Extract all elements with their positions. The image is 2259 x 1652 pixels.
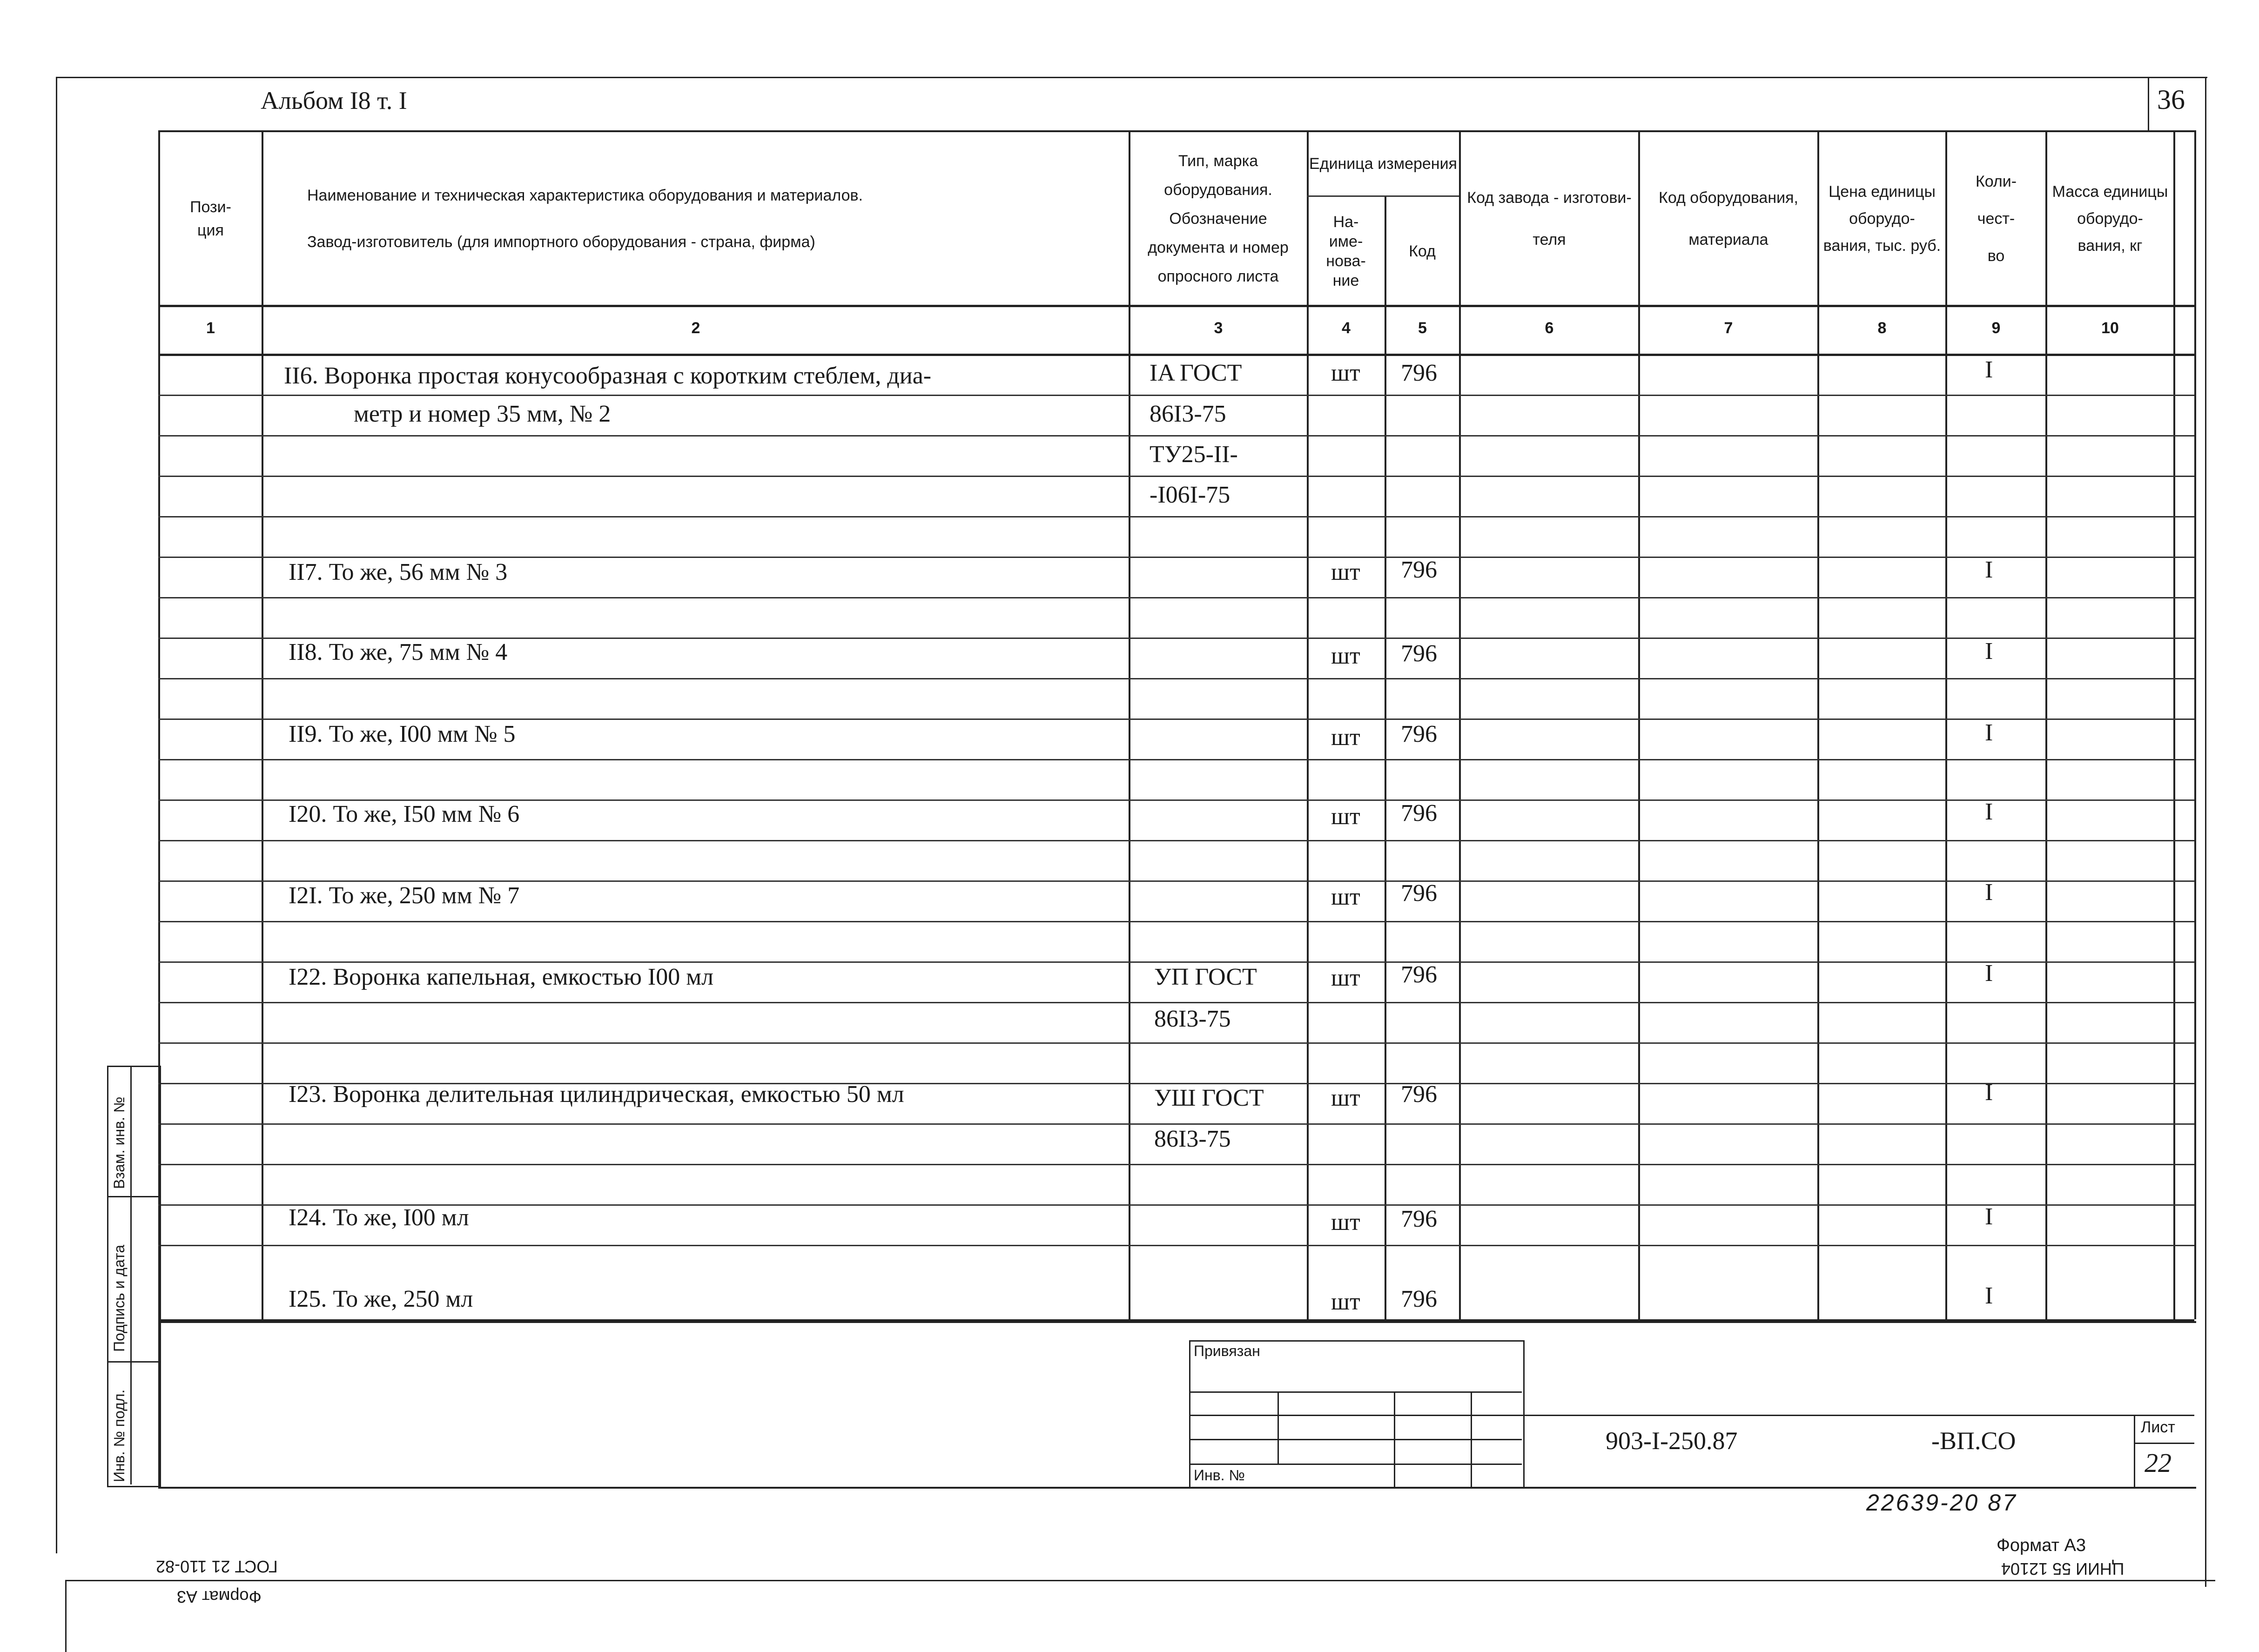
privyazan-vline — [1394, 1391, 1395, 1487]
album-title: Альбом I8 т. I — [261, 87, 407, 114]
table-row-qty: I — [1985, 356, 1993, 383]
table-row-type: 86I3-75 — [1154, 1006, 1231, 1032]
inv-no-label: Инв. № — [1194, 1467, 1245, 1484]
privyazan-label: Привязан — [1194, 1343, 1260, 1359]
table-row-code: 796 — [1401, 557, 1437, 583]
table-row-code: 796 — [1401, 1081, 1437, 1108]
table-row-qty: I — [1985, 638, 1993, 665]
table-row-name: I2I. То же, 250 мм № 7 — [289, 882, 520, 909]
row-line — [158, 1002, 2194, 1003]
privyazan-vline — [1277, 1391, 1279, 1464]
col-number: 10 — [2101, 319, 2119, 337]
table-row-unit: шт — [1331, 643, 1360, 669]
row-line — [158, 840, 2194, 841]
title-block-border — [158, 1319, 2196, 1489]
col-header-unit-code: Код — [1409, 242, 1436, 260]
order-number: 22639-20 87 — [1866, 1490, 2017, 1516]
privyazan-block — [1189, 1340, 1525, 1488]
table-row-qty: I — [1985, 1203, 1993, 1230]
sheet-box-mid — [2134, 1443, 2194, 1444]
col-line-4 — [1385, 195, 1386, 1319]
side-stamp-divider-h — [107, 1361, 158, 1363]
col-header-factory-code: Код завода - изготови- теля — [1467, 189, 1632, 248]
table-row-qty: I — [1985, 879, 1993, 906]
side-label-vzam: Взам. инв. № — [111, 1096, 128, 1189]
privyazan-vline — [1471, 1391, 1472, 1487]
doc-code: 903-I-250.87 — [1606, 1427, 1738, 1455]
table-row-type: IA ГОСТ — [1150, 360, 1242, 386]
side-label-podpis: Подпись и дата — [111, 1244, 128, 1352]
col-header-equipment-code: Код оборудования, материала — [1659, 189, 1798, 248]
table-row-unit: шт — [1331, 803, 1360, 830]
table-row-unit: шт — [1331, 1289, 1360, 1315]
row-line — [158, 1245, 2194, 1246]
table-row-unit: шт — [1331, 1209, 1360, 1236]
table-row-code: 796 — [1401, 640, 1437, 667]
table-row-name: I25. То же, 250 мл — [289, 1286, 473, 1312]
col-number: 4 — [1342, 319, 1351, 337]
table-row-name: II6. Воронка простая конусообразная с коротким стеблем, диа- — [284, 363, 932, 389]
col-line-8 — [1945, 130, 1947, 1319]
side-stamp-divider — [130, 1066, 132, 1484]
table-row-qty: I — [1985, 719, 1993, 746]
row-line — [158, 961, 2194, 963]
col-line-3 — [1307, 130, 1309, 1319]
table-row-code: 796 — [1401, 721, 1437, 747]
mirror-frame-top — [65, 1580, 2215, 1581]
col-header-name: Наименование и техническая характеристика оборудования и материалов. Завод-изготовитель (для импортного оборудования - страна, фирма) — [307, 187, 863, 251]
row-line — [158, 1042, 2194, 1044]
table-row-unit: шт — [1331, 360, 1360, 386]
sheet-number: 22 — [2145, 1448, 2172, 1478]
unit-group-line — [1307, 195, 1459, 197]
table-row-type: -I06I-75 — [1150, 482, 1230, 508]
table-row-unit: шт — [1331, 1085, 1360, 1111]
frame-right-edge — [2205, 77, 2206, 1587]
table-row-name-cont: метр и номер 35 мм, № 2 — [354, 401, 611, 427]
table-row-type: УП ГОСТ — [1154, 964, 1257, 990]
table-row-qty: I — [1985, 960, 1993, 987]
doc-block-top — [1522, 1415, 2194, 1416]
col-header-unit-name: На- име- нова- ние — [1326, 213, 1366, 289]
col-header-mass: Масса единицы оборудо- вания, кг — [2052, 183, 2168, 255]
printer-label: ЦНИИ 55 12104 — [2001, 1559, 2125, 1578]
row-line — [158, 759, 2194, 760]
col-number: 1 — [206, 319, 215, 337]
col-header-type: Тип, марка оборудования. Обозначение документа и номер опросного листа — [1148, 152, 1289, 285]
sheet-box-left — [2134, 1415, 2135, 1487]
table-row-name: II8. То же, 75 мм № 4 — [289, 639, 508, 665]
row-line — [158, 476, 2194, 477]
table-row-code: 796 — [1401, 961, 1437, 988]
col-number: 5 — [1418, 319, 1427, 337]
table-right-edge — [2194, 130, 2196, 1319]
table-row-qty: I — [1985, 1283, 1993, 1309]
row-line — [158, 921, 2194, 922]
doc-suffix: -ВП.СО — [1931, 1427, 2016, 1455]
table-row-name: II7. То же, 56 мм № 3 — [289, 559, 508, 585]
col-line-5 — [1459, 130, 1461, 1319]
col-number: 2 — [691, 319, 700, 337]
table-row-name: I23. Воронка делительная цилиндрическая, емкостью 50 мл — [289, 1081, 904, 1108]
side-label-inv: Инв. № подл. — [111, 1389, 128, 1482]
header-bottom-line — [158, 305, 2194, 307]
table-row-code: 796 — [1401, 800, 1437, 826]
table-row-code: 796 — [1401, 880, 1437, 907]
col-line-10 — [2173, 130, 2175, 1319]
col-number: 9 — [1991, 319, 2001, 337]
table-row-qty: I — [1985, 557, 1993, 583]
mirror-format: Формат А3 — [177, 1587, 262, 1606]
col-number: 3 — [1214, 319, 1223, 337]
side-stamp-divider-h — [107, 1196, 158, 1197]
col-number: 6 — [1545, 319, 1554, 337]
table-row-name: I22. Воронка капельная, емкостью I00 мл — [289, 964, 714, 990]
table-row-code: 796 — [1401, 1286, 1437, 1312]
col-line-7 — [1817, 130, 1819, 1319]
table-row-unit: шт — [1331, 724, 1360, 751]
mirror-frame-left — [65, 1580, 67, 1652]
colnum-bottom-line — [158, 354, 2194, 356]
row-line — [158, 1123, 2194, 1125]
col-header-unit-group: Единица измерения — [1309, 155, 1457, 173]
col-number: 8 — [1877, 319, 1887, 337]
row-line — [158, 395, 2194, 396]
table-row-name: II9. То же, I00 мм № 5 — [289, 721, 516, 747]
table-row-type: 86I3-75 — [1150, 401, 1226, 427]
table-row-code: 796 — [1401, 1206, 1437, 1232]
table-row-type: ТУ25-II- — [1150, 441, 1238, 468]
col-line-6 — [1638, 130, 1640, 1319]
row-line — [158, 719, 2194, 720]
page-number: 36 — [2157, 84, 2185, 115]
table-row-unit: шт — [1331, 559, 1360, 585]
table-row-unit: шт — [1331, 965, 1360, 991]
row-line — [158, 597, 2194, 598]
mirror-gost: ГОСТ 21 110-82 — [156, 1557, 278, 1576]
sheet-label: Лист — [2141, 1418, 2175, 1436]
row-line — [158, 435, 2194, 437]
col-line-9 — [2045, 130, 2047, 1319]
row-line — [158, 557, 2194, 558]
col-number: 7 — [1724, 319, 1733, 337]
table-row-qty: I — [1985, 799, 1993, 825]
row-line — [158, 678, 2194, 679]
table-row-type: УШ ГОСТ — [1154, 1085, 1264, 1111]
col-header-position: Пози- ция — [190, 198, 231, 239]
table-row-name: I24. То же, I00 мл — [289, 1204, 469, 1231]
col-line-2 — [1129, 130, 1130, 1319]
col-header-price: Цена единицы оборудо- вания, тыс. руб. — [1823, 183, 1941, 255]
table-row-code: 796 — [1401, 360, 1437, 386]
format-label: Формат А3 — [1997, 1536, 2086, 1555]
row-line — [158, 516, 2194, 517]
table-row-name: I20. То же, I50 мм № 6 — [289, 801, 520, 827]
col-header-quantity: Коли- чест- во — [1975, 173, 2017, 265]
row-line — [158, 1164, 2194, 1165]
col-line-1 — [262, 130, 263, 1319]
table-row-qty: I — [1985, 1079, 1993, 1106]
table-row-type: 86I3-75 — [1154, 1126, 1231, 1152]
table-row-unit: шт — [1331, 884, 1360, 910]
